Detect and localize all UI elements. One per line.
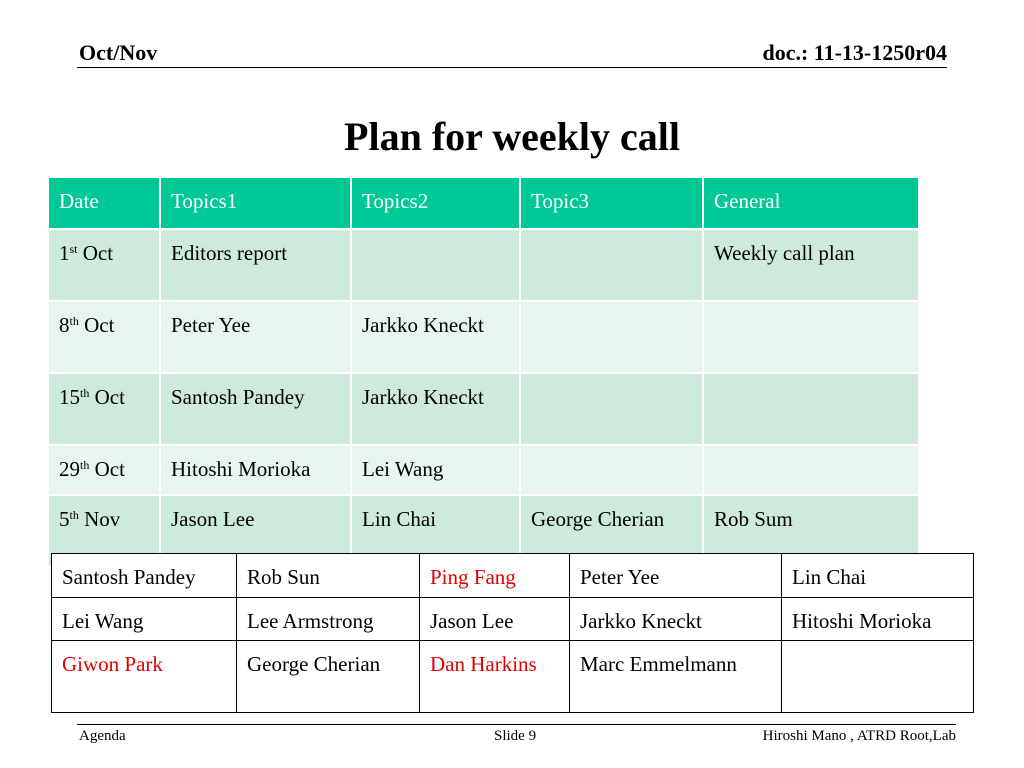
topics2-cell (351, 229, 520, 301)
weekly-plan-table (49, 178, 920, 568)
date-cell: 1st Oct (49, 229, 160, 301)
topics1-cell: Santosh Pandey (160, 373, 351, 445)
date-cell: 8th Oct (49, 301, 160, 373)
date-cell: 5th Nov (49, 495, 160, 567)
topics2-cell: Lei Wang (351, 445, 520, 495)
participant-cell: Ping Fang (420, 554, 570, 598)
topics1-cell: Hitoshi Morioka (160, 445, 351, 495)
participant-cell (782, 641, 974, 713)
header-divider (77, 67, 947, 68)
participant-cell: Lei Wang (52, 598, 237, 641)
footer-author: Hiroshi Mano , ATRD Root,Lab (762, 728, 956, 744)
participant-cell: Dan Harkins (420, 641, 570, 713)
participant-cell: Jason Lee (420, 598, 570, 641)
date-cell: 29th Oct (49, 445, 160, 495)
header-date: Oct/Nov (79, 40, 158, 65)
general-cell (703, 445, 919, 495)
participant-cell: Giwon Park (52, 641, 237, 713)
participant-cell: Hitoshi Morioka (782, 598, 974, 641)
footer-section: Agenda (79, 728, 126, 744)
participant-cell: Marc Emmelmann (570, 641, 782, 713)
general-cell: Rob Sum (703, 495, 919, 567)
general-cell: Weekly call plan (703, 229, 919, 301)
column-header-topic3: Topic3 (520, 178, 703, 229)
slide-title: Plan for weekly call (344, 114, 680, 159)
topics2-cell: Jarkko Kneckt (351, 301, 520, 373)
participant-cell: Lin Chai (782, 554, 974, 598)
footer-divider (77, 724, 956, 725)
date-cell: 15th Oct (49, 373, 160, 445)
topics1-cell: Peter Yee (160, 301, 351, 373)
topics1-cell: Jason Lee (160, 495, 351, 567)
table-row (49, 229, 919, 301)
participant-cell: George Cherian (237, 641, 420, 713)
topics2-cell: Jarkko Kneckt (351, 373, 520, 445)
participants-table (51, 553, 974, 713)
topics1-cell: Editors report (160, 229, 351, 301)
topic3-cell (520, 229, 703, 301)
participant-cell: Jarkko Kneckt (570, 598, 782, 641)
table-row (49, 301, 919, 373)
table-header-row (49, 178, 919, 229)
column-header-general: General (703, 178, 919, 229)
general-cell (703, 301, 919, 373)
topic3-cell (520, 445, 703, 495)
general-cell (703, 373, 919, 445)
column-header-date: Date (49, 178, 160, 229)
header-doc-id: doc.: 11-13-1250r04 (762, 40, 947, 65)
column-header-topics1: Topics1 (160, 178, 351, 229)
participant-cell: Rob Sun (237, 554, 420, 598)
participant-cell: Peter Yee (570, 554, 782, 598)
topic3-cell (520, 301, 703, 373)
slide-number: Slide 9 (494, 728, 537, 744)
topic3-cell: George Cherian (520, 495, 703, 567)
table-row (52, 554, 974, 598)
table-row (49, 373, 919, 445)
topics2-cell: Lin Chai (351, 495, 520, 567)
table-row (52, 598, 974, 641)
participant-cell: Lee Armstrong (237, 598, 420, 641)
topic3-cell (520, 373, 703, 445)
table-row (49, 445, 919, 495)
column-header-topics2: Topics2 (351, 178, 520, 229)
table-row (52, 641, 974, 713)
participant-cell: Santosh Pandey (52, 554, 237, 598)
